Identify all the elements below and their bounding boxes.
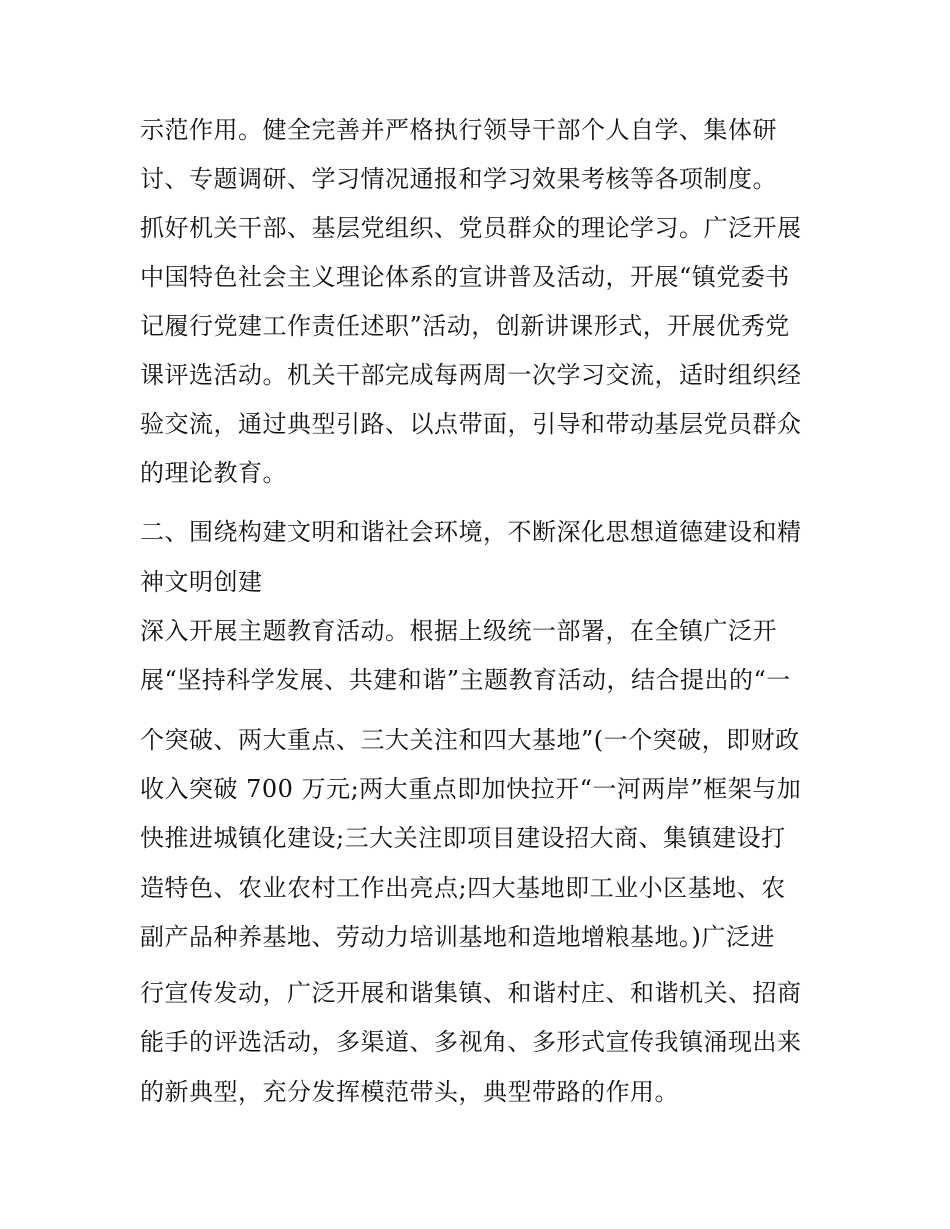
text-line: 收入突破 700 万元;两大重点即加快拉开“一河两岸”框架与加 [140,775,802,803]
text-line: 造特色、农业农村工作出亮点;四大基地即工业小区基地、农 [140,874,786,902]
text-line: 深入开展主题教育活动。根据上级统一部署，在全镇广泛开 [140,617,777,645]
text-line: 中国特色社会主义理论体系的宣讲普及活动，开展“镇党委书 [140,263,790,291]
text-line: 展“坚持科学发展、共建和谐”主题教育活动，结合提出的“一 [140,666,791,694]
text-line: 个突破、两大重点、三大关注和四大基地”(一个突破，即财政 [140,726,800,754]
text-line: 课评选活动。机关干部完成每两周一次学习交流，适时组织经 [140,361,802,389]
text-line: 的理论教育。 [140,459,287,487]
section-heading-line: 神文明创建 [140,568,263,596]
text-line: 副产品种养基地、劳动力培训基地和造地增粮基地。)广泛进 [140,923,775,951]
section-heading-line: 二、围绕构建文明和谐社会环境，不断深化思想道德建设和精 [140,518,802,546]
text-line: 抓好机关干部、基层党组织、党员群众的理论学习。广泛开展 [140,214,802,242]
text-line: 验交流，通过典型引路、以点带面，引导和带动基层党员群众 [140,410,802,438]
text-line: 讨、专题调研、学习情况通报和学习效果考核等各项制度。 [140,165,777,193]
text-line: 示范作用。健全完善并严格执行领导干部个人自学、集体研 [140,116,777,144]
text-line: 记履行党建工作责任述职”活动，创新讲课形式，开展优秀党 [140,312,790,340]
text-line: 能手的评选活动，多渠道、多视角、多形式宣传我镇涌现出来 [140,1028,802,1056]
text-line: 行宣传发动，广泛开展和谐集镇、和谐村庄、和谐机关、招商 [140,979,802,1007]
text-line: 快推进城镇化建设;三大关注即项目建设招大商、集镇建设打 [140,824,786,852]
text-line: 的新典型，充分发挥模范带头，典型带路的作用。 [140,1078,679,1106]
